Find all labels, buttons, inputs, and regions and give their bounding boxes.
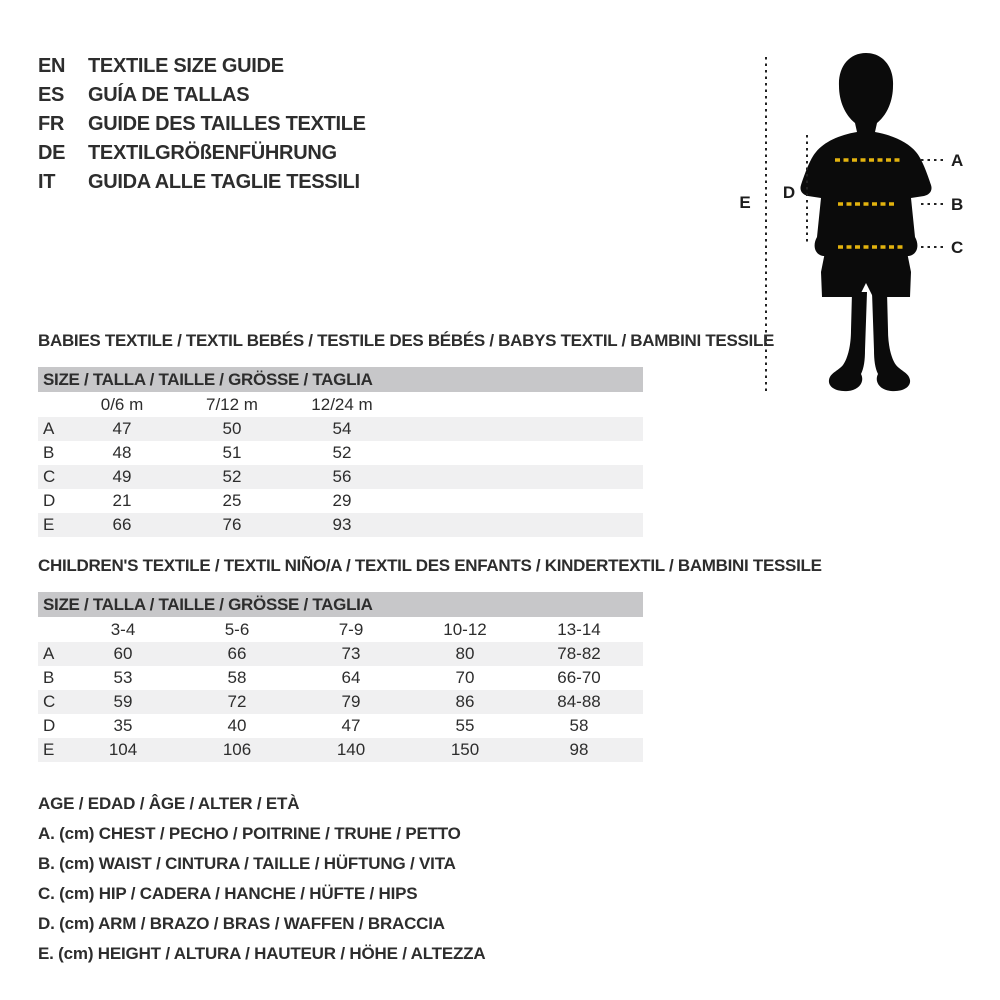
filler-cell xyxy=(397,392,643,417)
col-header: 10-12 xyxy=(443,620,487,639)
lang-code: DE xyxy=(38,142,66,164)
cell-value: 98 xyxy=(569,740,589,759)
legend-hip: C. (cm) HIP / CADERA / HANCHE / HÜFTE / HIPS xyxy=(38,884,418,903)
filler-cell xyxy=(397,441,643,465)
cell-value: 29 xyxy=(332,491,352,510)
lang-code: EN xyxy=(38,55,66,77)
legend-chest: A. (cm) CHEST / PECHO / POITRINE / TRUHE / PETTO xyxy=(38,824,461,843)
cell-value: 84-88 xyxy=(557,692,601,711)
col-header: 7/12 m xyxy=(206,395,258,414)
lang-code: IT xyxy=(38,171,56,193)
table-row xyxy=(38,465,643,489)
row-label: D xyxy=(43,491,56,510)
cell-value: 49 xyxy=(112,467,132,486)
lang-row-es xyxy=(38,81,366,110)
filler-cell xyxy=(636,642,643,666)
waist-label: B xyxy=(951,195,964,214)
child-left-leg-shape xyxy=(829,292,867,391)
cell-value: 76 xyxy=(222,515,242,534)
cell-value: 106 xyxy=(222,740,252,759)
cell-value: 53 xyxy=(113,668,133,687)
table-row xyxy=(38,738,643,762)
cell-value: 66 xyxy=(112,515,132,534)
cell-value: 93 xyxy=(332,515,352,534)
babies-section-title: BABIES TEXTILE / TEXTIL BEBÉS / TESTILE DES BÉBÉS / BABYS TEXTIL / BAMBINI TESSILE xyxy=(38,331,775,350)
lang-row-fr xyxy=(38,110,366,139)
filler-cell xyxy=(397,513,643,537)
row-label: C xyxy=(43,692,56,711)
guide-title-it: GUIDA ALLE TAGLIE TESSILI xyxy=(88,171,360,193)
children-size-bar: SIZE / TALLA / TAILLE / GRÖSSE / TAGLIA xyxy=(38,592,643,617)
legend-waist: B. (cm) WAIST / CINTURA / TAILLE / HÜFTUNG / VITA xyxy=(38,854,456,873)
cell-value: 140 xyxy=(336,740,366,759)
guide-title-de: TEXTILGRÖßENFÜHRUNG xyxy=(88,142,337,164)
filler-cell xyxy=(636,666,643,690)
row-label: A xyxy=(43,419,55,438)
cell-value: 48 xyxy=(112,443,132,462)
cell-value: 25 xyxy=(222,491,242,510)
table-row xyxy=(38,441,643,465)
cell-value: 72 xyxy=(227,692,247,711)
legend-age: AGE / EDAD / ÂGE / ALTER / ETÀ xyxy=(38,794,300,813)
col-header: 13-14 xyxy=(557,620,601,639)
filler-cell xyxy=(636,738,643,762)
cell-value: 40 xyxy=(227,716,247,735)
cell-value: 52 xyxy=(222,467,242,486)
table-row xyxy=(38,489,643,513)
legend-height: E. (cm) HEIGHT / ALTURA / HAUTEUR / HÖHE / ALTEZZA xyxy=(38,944,486,963)
babies-column-headers xyxy=(38,392,643,417)
cell-value: 66-70 xyxy=(557,668,601,687)
row-label: E xyxy=(43,515,55,534)
col-header: 0/6 m xyxy=(100,395,144,414)
children-section-title: CHILDREN'S TEXTILE / TEXTIL NIÑO/A / TEXTIL DES ENFANTS / KINDERTEXTIL / BAMBINI TESSILE xyxy=(38,556,822,575)
row-label: C xyxy=(43,467,56,486)
guide-title-fr: GUIDE DES TAILLES TEXTILE xyxy=(88,113,366,135)
row-label: A xyxy=(43,644,55,663)
filler-cell xyxy=(397,417,643,441)
corner-cell xyxy=(38,617,66,642)
col-header: 5-6 xyxy=(224,620,250,639)
filler-cell xyxy=(636,690,643,714)
col-header: 3-4 xyxy=(110,620,136,639)
child-right-leg-shape xyxy=(872,292,910,391)
cell-value: 64 xyxy=(341,668,361,687)
babies-size-bar: SIZE / TALLA / TAILLE / GRÖSSE / TAGLIA xyxy=(38,367,643,392)
guide-title-es: GUÍA DE TALLAS xyxy=(88,84,250,106)
cell-value: 54 xyxy=(332,419,352,438)
language-header xyxy=(38,52,366,197)
cell-value: 150 xyxy=(450,740,480,759)
cell-value: 35 xyxy=(113,716,133,735)
guide-title-en: TEXTILE SIZE GUIDE xyxy=(88,55,284,77)
filler-cell xyxy=(636,617,643,642)
chest-label: A xyxy=(951,151,964,170)
lang-row-de xyxy=(38,139,366,168)
row-label: D xyxy=(43,716,56,735)
cell-value: 55 xyxy=(455,716,475,735)
table-row xyxy=(38,417,643,441)
cell-value: 47 xyxy=(341,716,361,735)
cell-value: 47 xyxy=(112,419,132,438)
table-row xyxy=(38,513,643,537)
lang-row-en xyxy=(38,52,366,81)
cell-value: 78-82 xyxy=(557,644,601,663)
cell-value: 60 xyxy=(113,644,133,663)
cell-value: 58 xyxy=(569,716,589,735)
corner-cell xyxy=(38,392,67,417)
lang-code: ES xyxy=(38,84,65,106)
height-label: E xyxy=(739,193,751,212)
row-label: B xyxy=(43,443,55,462)
measurement-legend xyxy=(38,789,485,969)
measurement-figure xyxy=(725,40,990,410)
cell-value: 79 xyxy=(341,692,361,711)
hip-label: C xyxy=(951,238,964,257)
cell-value: 86 xyxy=(455,692,475,711)
table-row xyxy=(38,714,643,738)
cell-value: 66 xyxy=(227,644,247,663)
cell-value: 70 xyxy=(455,668,475,687)
cell-value: 104 xyxy=(108,740,138,759)
children-column-headers xyxy=(38,617,643,642)
col-header: 7-9 xyxy=(338,620,364,639)
lang-row-it xyxy=(38,168,366,197)
cell-value: 73 xyxy=(341,644,361,663)
legend-arm: D. (cm) ARM / BRAZO / BRAS / WAFFEN / BRACCIA xyxy=(38,914,445,933)
cell-value: 52 xyxy=(332,443,352,462)
children-size-table xyxy=(38,592,643,762)
lang-code: FR xyxy=(38,113,65,135)
table-row xyxy=(38,642,643,666)
cell-value: 58 xyxy=(227,668,247,687)
child-silhouette-icon xyxy=(725,40,990,410)
table-row xyxy=(38,666,643,690)
cell-value: 51 xyxy=(222,443,242,462)
cell-value: 50 xyxy=(222,419,242,438)
row-label: B xyxy=(43,668,55,687)
filler-cell xyxy=(397,465,643,489)
col-header: 12/24 m xyxy=(311,395,373,414)
babies-size-table xyxy=(38,367,643,537)
filler-cell xyxy=(397,489,643,513)
cell-value: 56 xyxy=(332,467,352,486)
cell-value: 80 xyxy=(455,644,475,663)
table-row xyxy=(38,690,643,714)
cell-value: 21 xyxy=(112,491,132,510)
child-body-shape xyxy=(800,53,931,297)
cell-value: 59 xyxy=(113,692,133,711)
filler-cell xyxy=(636,714,643,738)
row-label: E xyxy=(43,740,55,759)
arm-label: D xyxy=(782,183,796,202)
